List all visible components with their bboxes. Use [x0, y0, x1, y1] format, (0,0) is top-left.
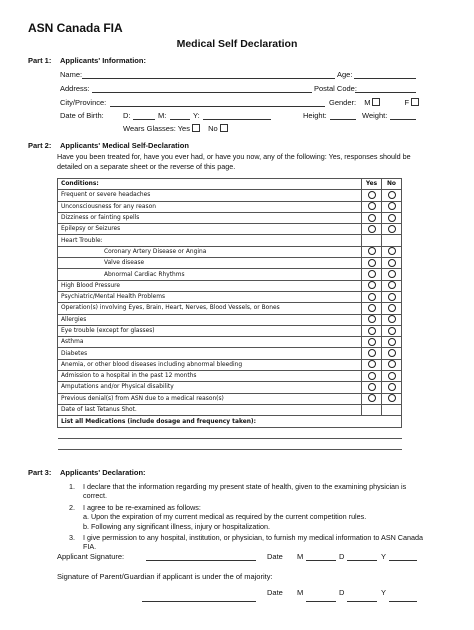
condition-row	[58, 314, 402, 325]
condition-row	[58, 393, 402, 404]
form-title: Medical Self Declaration	[176, 38, 298, 50]
part3-title: Applicants' Declaration:	[60, 468, 146, 477]
guardian-year-field[interactable]	[389, 601, 417, 602]
condition-no-radio[interactable]	[388, 372, 396, 380]
condition-label: Valve disease	[58, 258, 362, 269]
condition-label: Asthma	[58, 337, 362, 348]
gender-m-checkbox[interactable]	[372, 98, 380, 106]
condition-no-radio[interactable]	[388, 281, 396, 289]
conditions-header-row	[58, 179, 402, 190]
guardian-day-label: D	[339, 588, 345, 597]
weight-field[interactable]	[390, 119, 416, 120]
gender-f-checkbox[interactable]	[411, 98, 419, 106]
declaration-item-1-number: 1.	[69, 482, 75, 491]
age-field[interactable]	[354, 78, 416, 79]
postal-code-label: Postal Code:	[314, 84, 357, 93]
name-label: Name:	[60, 70, 83, 79]
medications-line-cell[interactable]	[58, 428, 402, 439]
condition-yes-cell	[362, 190, 382, 201]
condition-no-cell	[382, 348, 402, 359]
condition-row	[58, 269, 402, 280]
guardian-year-label: Y	[381, 588, 387, 597]
dob-year-field[interactable]	[203, 119, 271, 120]
declaration-item-2b-text: b. Following any significant illness, injury or hospitalization.	[83, 521, 270, 531]
weight-label: Weight:	[362, 111, 388, 120]
condition-no-radio[interactable]	[388, 270, 396, 278]
dob-label: Date of Birth:	[60, 111, 104, 120]
guardian-signature-label: Signature of Parent/Guardian if applicant is under the of majority:	[57, 572, 273, 581]
medications-row	[58, 416, 402, 428]
applicant-day-field[interactable]	[347, 560, 377, 561]
condition-no-cell	[382, 224, 402, 235]
city-province-label: City/Province:	[60, 98, 107, 107]
condition-no-radio[interactable]	[388, 259, 396, 267]
postal-code-field[interactable]	[355, 92, 416, 93]
condition-no-radio[interactable]	[388, 349, 396, 357]
condition-no-cell	[382, 393, 402, 404]
condition-label: Date of last Tetanus Shot.	[58, 404, 362, 415]
dob-month-field[interactable]	[170, 119, 190, 120]
condition-no-radio[interactable]	[388, 202, 396, 210]
condition-yes-cell	[362, 314, 382, 325]
declaration-item-3-text-cont: FIA.	[83, 542, 97, 552]
dob-day-label: D:	[123, 111, 131, 120]
condition-yes-cell	[362, 258, 382, 269]
condition-yes-cell	[362, 212, 382, 223]
medications-line[interactable]	[58, 439, 402, 450]
condition-row	[58, 201, 402, 212]
condition-yes-radio[interactable]	[368, 383, 376, 391]
condition-label: Diabetes	[58, 348, 362, 359]
condition-yes-cell	[362, 404, 382, 415]
condition-yes-cell	[362, 201, 382, 212]
condition-label: Previous denial(s) from ASN due to a medical reason(s)	[58, 393, 362, 404]
applicant-month-label: M	[297, 552, 304, 561]
condition-no-radio[interactable]	[388, 360, 396, 368]
condition-row	[58, 382, 402, 393]
condition-row	[58, 348, 402, 359]
condition-no-radio[interactable]	[388, 315, 396, 323]
condition-yes-cell	[362, 393, 382, 404]
declaration-item-3-text: I give permission to any hospital, institution, or physician, to furnish my medical information to ASN Canada	[83, 533, 423, 542]
condition-label: Psychiatric/Mental Health Problems	[58, 291, 362, 302]
condition-yes-cell	[362, 303, 382, 314]
condition-yes-radio[interactable]	[368, 327, 376, 335]
condition-no-cell	[382, 314, 402, 325]
condition-row	[58, 235, 402, 246]
part2-label: Part 2:	[28, 141, 52, 150]
condition-label: Heart Trouble:	[58, 235, 362, 246]
guardian-date-label: Date	[267, 588, 283, 597]
applicant-year-field[interactable]	[389, 560, 417, 561]
condition-no-cell	[382, 235, 402, 246]
applicant-date-label: Date	[267, 552, 283, 561]
declaration-item-1-text: I declare that the information regarding my present state of health, given to the examining physician is	[83, 482, 407, 491]
condition-yes-cell	[362, 246, 382, 257]
condition-yes-radio[interactable]	[368, 293, 376, 301]
condition-row	[58, 212, 402, 223]
condition-no-cell	[382, 269, 402, 280]
condition-no-radio[interactable]	[388, 293, 396, 301]
condition-row	[58, 337, 402, 348]
condition-no-cell	[382, 246, 402, 257]
condition-row	[58, 371, 402, 382]
condition-label: Epilepsy or Seizures	[58, 224, 362, 235]
guardian-month-field[interactable]	[306, 601, 336, 602]
medications-label: List all Medications (include dosage and frequency taken):	[58, 416, 402, 428]
condition-yes-cell	[362, 382, 382, 393]
glasses-yes-checkbox[interactable]	[192, 124, 200, 132]
condition-row	[58, 359, 402, 370]
condition-no-radio[interactable]	[388, 304, 396, 312]
condition-yes-cell	[362, 224, 382, 235]
height-field[interactable]	[330, 119, 356, 120]
declaration-item-3-number: 3.	[69, 533, 75, 542]
applicant-signature-label: Applicant Signature:	[57, 552, 125, 561]
condition-no-radio[interactable]	[388, 383, 396, 391]
condition-no-cell	[382, 280, 402, 291]
dob-day-field[interactable]	[133, 119, 155, 120]
condition-no-cell	[382, 382, 402, 393]
condition-yes-radio[interactable]	[368, 270, 376, 278]
gender-text: Gender:	[329, 98, 357, 107]
condition-no-cell	[382, 201, 402, 212]
condition-yes-cell	[362, 337, 382, 348]
condition-yes-radio[interactable]	[368, 394, 376, 402]
condition-yes-cell	[362, 235, 382, 246]
condition-no-cell	[382, 190, 402, 201]
condition-no-radio[interactable]	[388, 338, 396, 346]
condition-row	[58, 190, 402, 201]
applicant-day-label: D	[339, 552, 345, 561]
condition-no-radio[interactable]	[388, 191, 396, 199]
condition-yes-cell	[362, 359, 382, 370]
guardian-day-field[interactable]	[347, 601, 377, 602]
declaration-item-1-text-cont: correct.	[83, 491, 107, 501]
glasses-no-label: No	[208, 124, 218, 133]
condition-yes-radio[interactable]	[368, 202, 376, 210]
condition-yes-radio[interactable]	[368, 372, 376, 380]
conditions-table	[57, 178, 402, 450]
condition-row	[58, 404, 402, 415]
dob-month-label: M:	[158, 111, 167, 120]
condition-no-radio[interactable]	[388, 225, 396, 233]
applicant-month-field[interactable]	[306, 560, 336, 561]
city-province-field[interactable]	[110, 106, 325, 107]
condition-row	[58, 303, 402, 314]
name-field[interactable]	[82, 78, 335, 79]
condition-yes-radio[interactable]	[368, 259, 376, 267]
condition-yes-radio[interactable]	[368, 304, 376, 312]
medications-line-cell[interactable]	[58, 439, 402, 450]
gender-label	[329, 98, 419, 107]
glasses-yes-label: Wears Glasses: Yes	[123, 124, 190, 133]
condition-yes-radio[interactable]	[368, 338, 376, 346]
condition-yes-radio[interactable]	[368, 315, 376, 323]
condition-label: Unconsciousness for any reason	[58, 201, 362, 212]
height-label: Height:	[303, 111, 327, 120]
condition-no-cell	[382, 404, 402, 415]
declaration-item-2a-text: a. Upon the expiration of my current medical as required by the current competition rules.	[83, 512, 367, 522]
condition-row	[58, 280, 402, 291]
condition-label: Coronary Artery Disease or Angina	[58, 246, 362, 257]
condition-no-radio[interactable]	[388, 247, 396, 255]
condition-yes-radio[interactable]	[368, 281, 376, 289]
condition-yes-cell	[362, 269, 382, 280]
condition-label: Anemia, or other blood diseases including abnormal bleeding	[58, 359, 362, 370]
condition-label: Dizziness or fainting spells	[58, 212, 362, 223]
declaration-item-2-text: I agree to be re-examined as follows:	[83, 503, 201, 512]
condition-row	[58, 325, 402, 336]
part2-intro: Have you been treated for, have you ever had, or have you now, any of the following: Yes, responses should be detailed on a separate sheet or the reverse of this page.	[57, 152, 411, 171]
condition-yes-radio[interactable]	[368, 214, 376, 222]
condition-label: Frequent or severe headaches	[58, 190, 362, 201]
conditions-column-header: Conditions:	[58, 179, 362, 190]
yes-column-header: Yes	[362, 179, 382, 190]
glasses-row	[123, 124, 228, 133]
part1-heading	[28, 56, 146, 65]
condition-no-cell	[382, 303, 402, 314]
address-field[interactable]	[92, 92, 312, 93]
condition-no-cell	[382, 325, 402, 336]
condition-yes-radio[interactable]	[368, 349, 376, 357]
part2-heading	[28, 141, 189, 150]
condition-label: High Blood Pressure	[58, 280, 362, 291]
condition-no-cell	[382, 212, 402, 223]
condition-label: Eye trouble (except for glasses)	[58, 325, 362, 336]
condition-no-cell	[382, 337, 402, 348]
condition-no-cell	[382, 258, 402, 269]
part1-label: Part 1:	[28, 56, 52, 65]
condition-row	[58, 224, 402, 235]
dob-year-label: Y:	[193, 111, 200, 120]
organization-name: ASN Canada FIA	[28, 21, 123, 35]
condition-yes-cell	[362, 325, 382, 336]
condition-yes-cell	[362, 348, 382, 359]
part3-label: Part 3:	[28, 468, 52, 477]
condition-yes-cell	[362, 371, 382, 382]
part2-title: Applicants' Medical Self-Declaration	[60, 141, 189, 150]
condition-yes-cell	[362, 291, 382, 302]
condition-row	[58, 246, 402, 257]
condition-no-cell	[382, 359, 402, 370]
condition-yes-radio[interactable]	[368, 225, 376, 233]
condition-no-radio[interactable]	[388, 214, 396, 222]
condition-label: Amputations and/or Physical disability	[58, 382, 362, 393]
gender-f-label: F	[404, 98, 410, 107]
condition-row	[58, 258, 402, 269]
guardian-month-label: M	[297, 588, 304, 597]
condition-label: Operation(s) involving Eyes, Brain, Heart, Nerves, Blood Vessels, or Bones	[58, 303, 362, 314]
condition-no-cell	[382, 371, 402, 382]
condition-label: Allergies	[58, 314, 362, 325]
gender-m-label: M	[364, 98, 371, 107]
condition-label: Admission to a hospital in the past 12 months	[58, 371, 362, 382]
condition-yes-radio[interactable]	[368, 360, 376, 368]
part3-heading	[28, 468, 146, 477]
condition-row	[58, 291, 402, 302]
medications-line[interactable]	[58, 428, 402, 439]
applicant-year-label: Y	[381, 552, 387, 561]
age-label: Age:	[337, 70, 353, 79]
condition-yes-radio[interactable]	[368, 247, 376, 255]
condition-yes-radio[interactable]	[368, 191, 376, 199]
no-column-header: No	[382, 179, 402, 190]
address-label: Address:	[60, 84, 90, 93]
applicant-signature-field[interactable]	[146, 560, 256, 561]
glasses-no-checkbox[interactable]	[220, 124, 228, 132]
guardian-signature-field[interactable]	[142, 601, 256, 602]
condition-yes-cell	[362, 280, 382, 291]
part1-title: Applicants' Information:	[60, 56, 146, 65]
condition-no-radio[interactable]	[388, 394, 396, 402]
condition-no-radio[interactable]	[388, 327, 396, 335]
declaration-item-2-number: 2.	[69, 503, 75, 512]
condition-label: Abnormal Cardiac Rhythms	[58, 269, 362, 280]
condition-no-cell	[382, 291, 402, 302]
